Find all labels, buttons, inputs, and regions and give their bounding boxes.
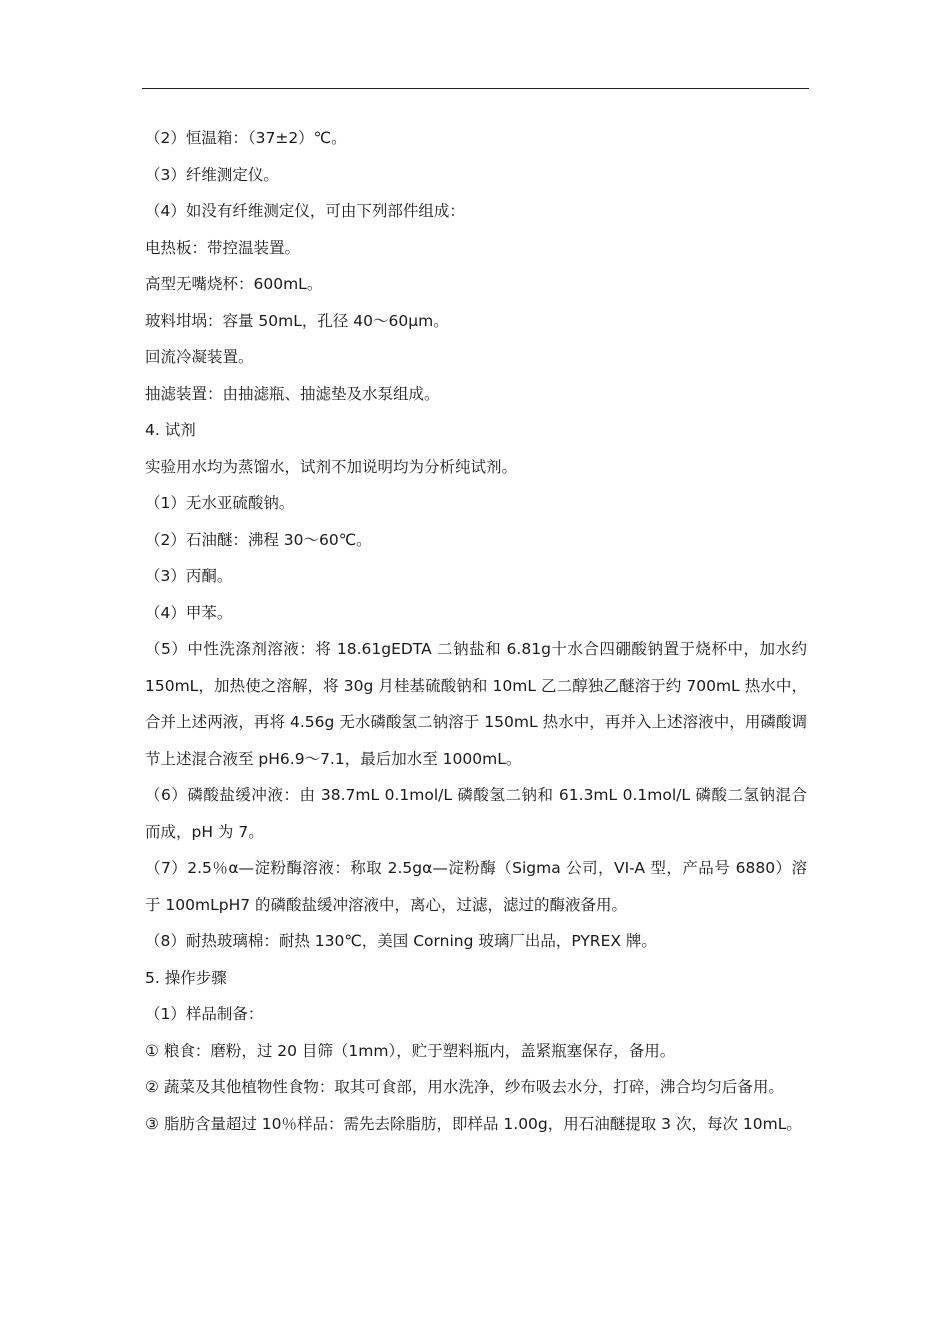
sample-prep-item-2: ② 蔬菜及其他植物性食物：取其可食部，用水洗净，纱布吸去水分，打碎，沸合均匀后备用。 bbox=[145, 1078, 784, 1096]
component-suction-filter: 抽滤装置：由抽滤瓶、抽滤垫及水泵组成。 bbox=[145, 384, 440, 403]
procedure-step-1: （1）样品制备： bbox=[145, 1005, 264, 1023]
component-condenser: 回流冷凝装置。 bbox=[145, 348, 254, 366]
header-rule bbox=[142, 88, 809, 89]
reagent-item-2: （2）石油醚：沸程 30～60℃。 bbox=[145, 530, 372, 549]
reagent-item-4: （4）甲苯。 bbox=[145, 603, 233, 622]
section-heading-procedure: 5. 操作步骤 bbox=[145, 968, 227, 987]
equipment-item-3: （3）纤维测定仪。 bbox=[145, 165, 279, 184]
document-body bbox=[145, 120, 807, 1142]
reagents-intro: 实验用水均为蒸馏水，试剂不加说明均为分析纯试剂。 bbox=[145, 457, 518, 476]
component-hot-plate: 电热板：带控温装置。 bbox=[145, 238, 301, 257]
reagent-item-6: （6）磷酸盐缓冲液：由 38.7mL 0.1mol/L 磷酸氢二钠和 61.3mL 0.1mol/L 磷酸二氢钠混合而成，pH 为 7。 bbox=[145, 786, 807, 841]
reagent-item-1: （1）无水亚硫酸钠。 bbox=[145, 494, 295, 512]
equipment-item-4: （4）如没有纤维测定仪，可由下列部件组成： bbox=[145, 202, 465, 220]
reagent-item-3: （3）丙酮。 bbox=[145, 567, 233, 585]
sample-prep-item-1: ① 粮食：磨粉，过 20 目筛（1mm），贮于塑料瓶内，盖紧瓶塞保存，备用。 bbox=[145, 1041, 676, 1060]
reagent-item-8: （8）耐热玻璃棉：耐热 130℃，美国 Corning 玻璃厂出品，PYREX 牌。 bbox=[145, 932, 657, 950]
equipment-item-2: （2）恒温箱：（37±2）℃。 bbox=[145, 129, 347, 147]
component-crucible: 玻料坩埚：容量 50mL，孔径 40～60μm。 bbox=[145, 311, 449, 330]
section-heading-reagents: 4. 试剂 bbox=[145, 421, 196, 439]
reagent-item-7: （7）2.5％α—淀粉酶溶液：称取 2.5gα—淀粉酶（Sigma 公司，VI-A 型，产品号 6880）溶于 100mLpH7 的磷酸盐缓冲溶液中，离心，过滤，滤过的酶液备用。 bbox=[145, 859, 807, 914]
component-beaker: 高型无嘴烧杯：600mL。 bbox=[145, 275, 323, 293]
sample-prep-item-3: ③ 脂肪含量超过 10％样品：需先去除脂肪，即样品 1.00g，用石油醚提取 3 次，每次 10mL。 bbox=[145, 1114, 802, 1133]
reagent-item-5: （5）中性洗涤剂溶液：将 18.61gEDTA 二钠盐和 6.81g十水合四硼酸钠置于烧杯中，加水约 150mL，加热使之溶解，将 30g 月桂基硫酸钠和 10mL 乙二醇独乙醚溶于约 700mL 热水中，合并上述两液，再将 4.56g 无水磷酸氢二钠溶于 150mL 热水中，再并入上述溶液中，用磷酸调节上述混合液至 pH6.9～7.1，最后加水至 1000mL。 bbox=[145, 640, 807, 768]
